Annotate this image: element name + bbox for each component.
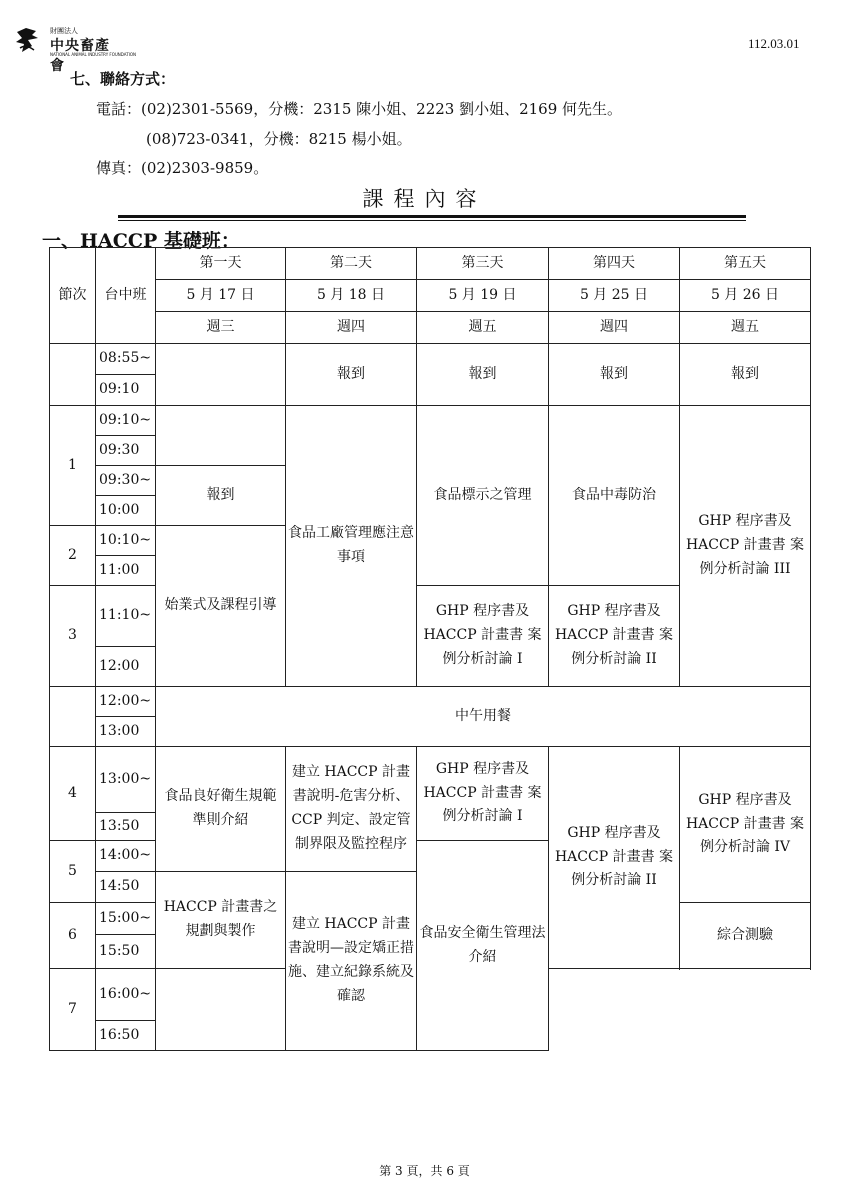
title-rule-thin xyxy=(118,220,746,221)
table-row xyxy=(50,747,811,781)
day-2-weekday: 週四 xyxy=(286,312,417,344)
time-cell: 13:00 xyxy=(96,717,156,747)
day-3-checkin: 報到 xyxy=(417,344,549,406)
day-3-label: 第三天 xyxy=(417,248,549,280)
day-1-slot-empty xyxy=(156,406,286,466)
period-cell-empty xyxy=(50,344,96,406)
time-cell: 14:00~ xyxy=(96,841,156,872)
day-4-ghp-ii: GHP 程序書及 HACCP 計畫書 案例分析討論 II xyxy=(549,586,680,687)
class-header: 台中班 xyxy=(96,248,156,344)
time-cell: 16:50 xyxy=(96,1021,156,1051)
foundation-logo-icon xyxy=(14,26,40,54)
time-cell: 11:10~ xyxy=(96,586,156,647)
day-5-checkin: 報到 xyxy=(680,344,811,406)
time-cell: 09:30 xyxy=(96,436,156,466)
table-row xyxy=(50,687,811,717)
logo xyxy=(14,24,136,74)
time-cell: 15:50 xyxy=(96,935,156,969)
section-heading: 一、HACCP 基礎班： xyxy=(42,230,240,252)
time-cell: 09:10 xyxy=(96,375,156,406)
day-1-checkin: 報到 xyxy=(156,466,286,526)
contact-fax: 傳真：(02)2303-9859。 xyxy=(96,159,269,177)
day-4-checkin: 報到 xyxy=(549,344,680,406)
day-4-label: 第四天 xyxy=(549,248,680,280)
period-number: 2 xyxy=(50,526,96,586)
table-row xyxy=(50,312,811,344)
period-header: 節次 xyxy=(50,248,96,344)
time-cell: 15:00~ xyxy=(96,903,156,935)
day-4-ghp-ii-pm: GHP 程序書及 HACCP 計畫書 案例分析討論 II xyxy=(549,747,680,969)
day-1-date: 5 月 17 日 xyxy=(156,280,286,312)
time-cell: 08:55~ xyxy=(96,344,156,375)
day-2-haccp-plan-2: 建立 HACCP 計畫書說明—設定矯正措施、建立紀錄系統及確認 xyxy=(286,872,417,1051)
day-3-food-law: 食品安全衛生管理法介紹 xyxy=(417,841,549,1051)
page-footer: 第 3 頁，共 6 頁 xyxy=(379,1164,470,1178)
day-3-labeling-course: 食品標示之管理 xyxy=(417,406,549,586)
day-5-weekday: 週五 xyxy=(680,312,811,344)
day-3-ghp-i: GHP 程序書及 HACCP 計畫書 案例分析討論 I xyxy=(417,586,549,687)
time-cell: 12:00~ xyxy=(96,687,156,717)
contact-heading: 七、聯絡方式： xyxy=(70,70,176,88)
period-number: 7 xyxy=(50,969,96,1051)
day-2-factory-course: 食品工廠管理應注意事項 xyxy=(286,406,417,687)
day-3-weekday: 週五 xyxy=(417,312,549,344)
contact-phone-2: (08)723-0341，分機：8215 楊小姐。 xyxy=(146,130,412,148)
day-5-ghp-iii: GHP 程序書及 HACCP 計畫書 案例分析討論 III xyxy=(680,406,811,687)
day-5-exam: 綜合測驗 xyxy=(680,903,811,969)
day-5-label: 第五天 xyxy=(680,248,811,280)
period-number: 1 xyxy=(50,406,96,526)
day-4-poisoning-course: 食品中毒防治 xyxy=(549,406,680,586)
period-number: 6 xyxy=(50,903,96,969)
day-4-weekday: 週四 xyxy=(549,312,680,344)
document-date: 112.03.01 xyxy=(748,36,800,51)
time-cell: 14:50 xyxy=(96,872,156,903)
time-cell: 13:50 xyxy=(96,813,156,841)
period-number: 4 xyxy=(50,747,96,841)
day-1-gmp-course: 食品良好衛生規範準則介紹 xyxy=(156,747,286,872)
day-3-ghp-i-pm: GHP 程序書及 HACCP 計畫書 案例分析討論 I xyxy=(417,747,549,841)
day-4-date: 5 月 25 日 xyxy=(549,280,680,312)
day-5-ghp-iv: GHP 程序書及 HACCP 計畫書 案例分析討論 IV xyxy=(680,747,811,903)
time-cell: 10:00 xyxy=(96,496,156,526)
time-cell: 16:00~ xyxy=(96,969,156,1021)
period-cell-empty xyxy=(50,687,96,747)
contact-phone-1: 電話：(02)2301-5569，分機：2315 陳小姐、2223 劉小姐、2169 何先生。 xyxy=(96,100,623,118)
day-2-label: 第二天 xyxy=(286,248,417,280)
day-2-haccp-plan-1: 建立 HACCP 計畫書說明-危害分析、CCP 判定、設定管制界限及監控程序 xyxy=(286,747,417,872)
day-5-date: 5 月 26 日 xyxy=(680,280,811,312)
day-3-date: 5 月 19 日 xyxy=(417,280,549,312)
day-1-weekday: 週三 xyxy=(156,312,286,344)
day-1-planning: HACCP 計畫書之規劃與製作 xyxy=(156,872,286,969)
day-1-label: 第一天 xyxy=(156,248,286,280)
time-cell: 11:00 xyxy=(96,556,156,586)
day-2-date: 5 月 18 日 xyxy=(286,280,417,312)
day-5-slot-empty xyxy=(156,969,286,1051)
time-cell: 13:00~ xyxy=(96,747,156,813)
title-rule xyxy=(118,215,746,218)
schedule-table xyxy=(49,247,811,1051)
day-1-opening: 始業式及課程引導 xyxy=(156,526,286,687)
time-cell: 12:00 xyxy=(96,647,156,687)
period-number: 3 xyxy=(50,586,96,687)
table-row xyxy=(50,248,811,280)
time-cell: 09:10~ xyxy=(96,406,156,436)
logo-english: NATIONAL ANIMAL INDUSTRY FOUNDATION xyxy=(50,52,136,57)
period-number: 5 xyxy=(50,841,96,903)
time-cell: 10:10~ xyxy=(96,526,156,556)
day-2-checkin: 報到 xyxy=(286,344,417,406)
table-row xyxy=(50,280,811,312)
lunch-cell: 中午用餐 xyxy=(156,687,811,747)
course-title: 課程內容 xyxy=(362,187,487,211)
day-1-slot-empty xyxy=(156,344,286,406)
time-cell: 09:30~ xyxy=(96,466,156,496)
logo-name: 中央畜產會 xyxy=(50,38,110,74)
table-row xyxy=(50,406,811,436)
logo-subtitle: 財團法人 xyxy=(50,27,78,35)
table-row xyxy=(50,344,811,375)
